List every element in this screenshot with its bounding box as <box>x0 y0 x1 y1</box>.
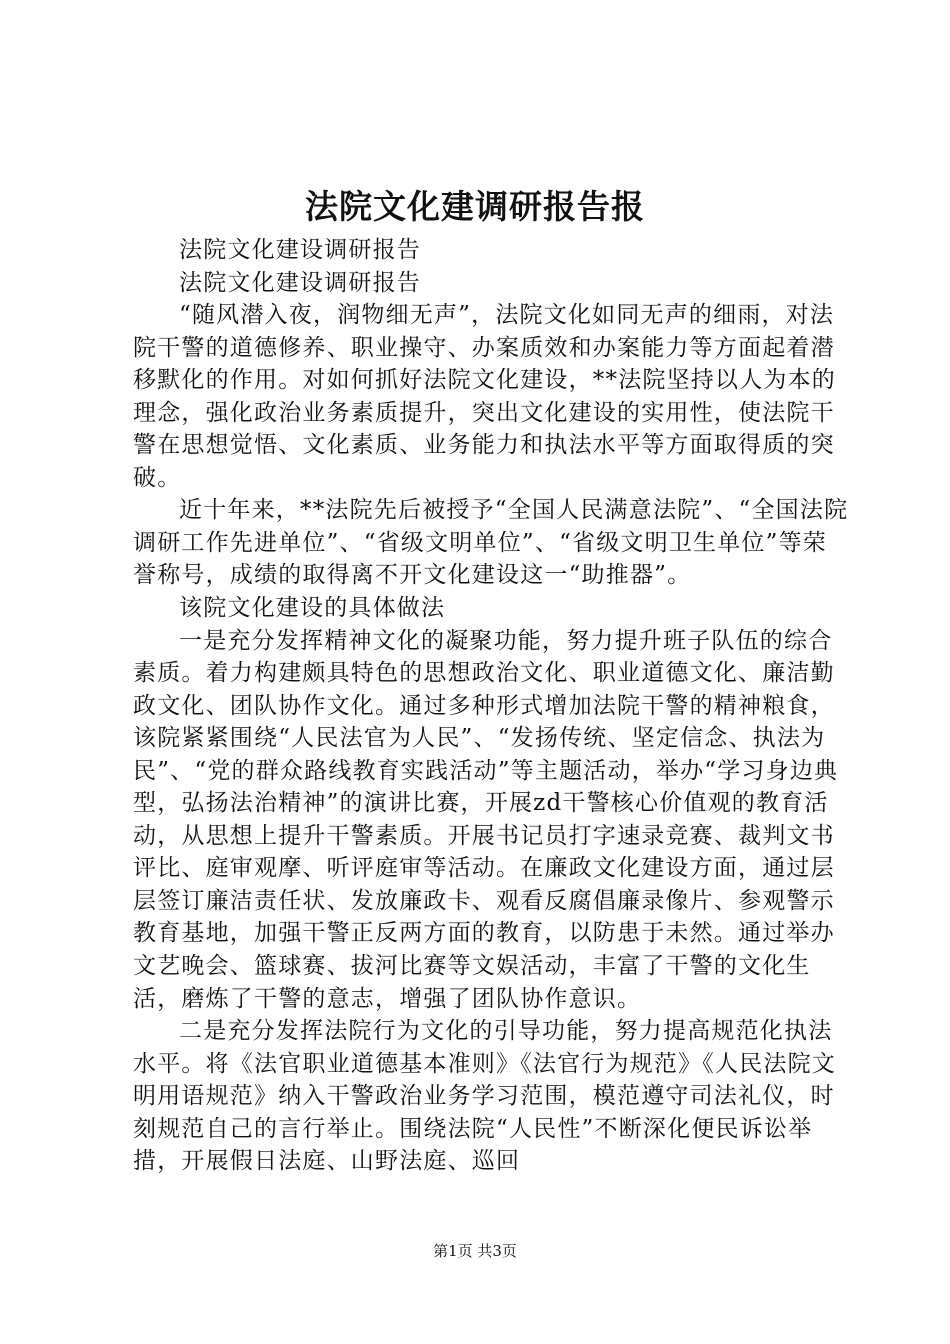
subtitle-line: 法院文化建设调研报告 <box>179 269 421 296</box>
document-body <box>133 234 849 1178</box>
body-paragraph: “随风潜入夜，润物细无声”，法院文化如同无声的细雨，对法院干警的道德修养、职业操守、办案质效和办案能力等方面起着潜移默化的作用。对如何抓好法院文化建设，**法院坚持以人为本的理念，强化政治业务素质提升，突出文化建设的实用性，使法院干警在思想觉悟、文化素质、业务能力和执法水平等方面取得质的突破。 <box>133 302 836 491</box>
document-title: 法院文化建调研报告报 <box>305 187 645 226</box>
page-footer: 第1页 共3页 <box>433 1242 517 1260</box>
body-paragraph: 二是充分发挥法院行为文化的引导功能，努力提高规范化执法水平。将《法官职业道德基本准则》《法官行为规范》《人民法院文明用语规范》纳入干警政治业务学习范围，模范遵守司法礼仪，时刻规范自己的言行举止。围绕法院“人民性”不断深化便民诉讼举措，开展假日法庭、山野法庭、巡回 <box>133 1018 836 1175</box>
subtitle-line: 法院文化建设调研报告 <box>179 237 421 263</box>
body-paragraph: 一是充分发挥精神文化的凝聚功能，努力提升班子队伍的综合素质。着力构建颇具特色的思想政治文化、职业道德文化、廉洁勤政文化、团队协作文化。通过多种形式增加法院干警的精神粮食，该院紧紧围绕“人民法官为人民”、“发扬传统、坚定信念、执法为民”、“党的群众路线教育实践活动”等主题活动，举办“学习身边典型，弘扬法治精神”的演讲比赛，开展zd干警核心价值观的教育活动，从思想上提升干警素质。开展书记员打字速录竞赛、裁判文书评比、庭审观摩、听评庭审等活动。在廉政文化建设方面，通过层层签订廉洁责任状、发放廉政卡、观看反腐倡廉录像片、参观警示教育基地，加强干警正反两方面的教育，以防患于未然。通过举办文艺晚会、篮球赛、拔河比赛等文娱活动，丰富了干警的文化生活，磨炼了干警的意志，增强了团队协作意识。 <box>133 627 839 1012</box>
body-paragraph: 近十年来，**法院先后被授予“全国人民满意法院”、“全国法院调研工作先进单位”、“省级文明单位”、“省级文明卫生单位”等荣誉称号，成绩的取得离不开文化建设这一“助推器”。 <box>133 497 849 589</box>
section-heading: 该院文化建设的具体做法 <box>179 595 446 622</box>
